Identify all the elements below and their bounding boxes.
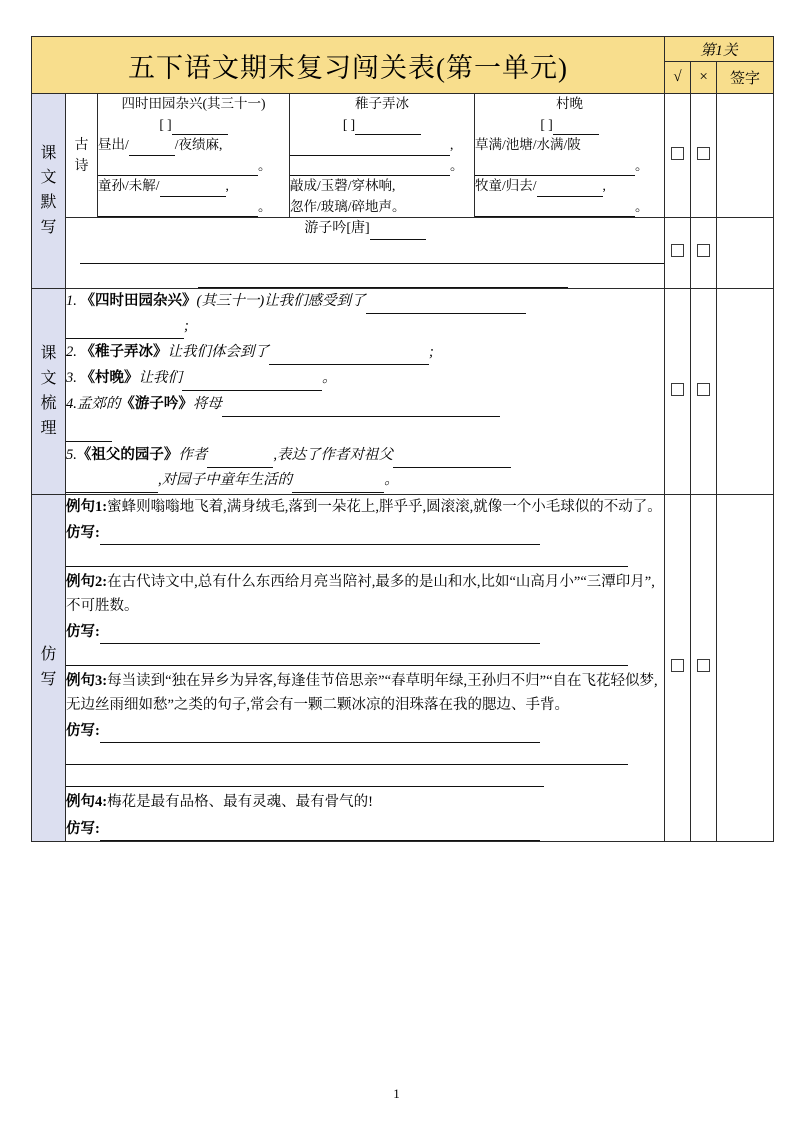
wanderer-blank-1[interactable] bbox=[80, 246, 664, 264]
poem-line-1-3: 童孙/未解/ , bbox=[98, 176, 289, 197]
answer-line-1-2[interactable] bbox=[66, 545, 628, 567]
wanderer-title: 游子吟[唐] bbox=[66, 218, 664, 240]
poem-cell-3 bbox=[475, 94, 665, 218]
checkbox-cell-dictation-no[interactable] bbox=[691, 94, 717, 218]
poem-dynasty-1: [ ] bbox=[98, 115, 289, 136]
checkbox-no-1[interactable] bbox=[697, 147, 710, 160]
checkbox-no-3[interactable] bbox=[697, 383, 710, 396]
column-header-check-no: × bbox=[691, 62, 717, 94]
poem-cell-1 bbox=[98, 94, 290, 218]
poem-dynasty-3: [ ] bbox=[475, 115, 664, 136]
checkbox-cell-wanderer-no[interactable] bbox=[691, 218, 717, 289]
dictation-poems-row bbox=[32, 94, 774, 218]
poem-line-1-4: 。 bbox=[98, 197, 289, 218]
poem-line-2-4: 忽作/玻璃/碎地声。 bbox=[290, 198, 406, 214]
dictation-wanderer-row bbox=[32, 218, 774, 289]
checkbox-ok-3[interactable] bbox=[671, 383, 684, 396]
section-label-review: 课文梳理 bbox=[32, 289, 66, 495]
example-4-text: 梅花是最有品格、最有灵魂、最有骨气的! bbox=[107, 794, 373, 811]
imitation-cell bbox=[66, 494, 665, 841]
page-title: 五下语文期末复习闯关表(第一单元) bbox=[32, 37, 665, 94]
review-item-1: 1. 《四时田园杂兴》(其三十一)让我们感受到了 ; bbox=[66, 289, 664, 339]
checkbox-cell-wanderer-ok[interactable] bbox=[665, 218, 691, 289]
column-header-signature: 签字 bbox=[717, 62, 774, 94]
checkbox-cell-dictation-ok[interactable] bbox=[665, 94, 691, 218]
checkbox-cell-review-ok[interactable] bbox=[665, 289, 691, 495]
example-4-label: 例句4: bbox=[66, 794, 108, 811]
poem-line-2-3: 敲成/玉磬/穿林响, bbox=[290, 178, 396, 194]
review-item-3: 3. 《村晚》让我们 。 bbox=[66, 366, 664, 391]
poem-dynasty-2: [ ] bbox=[290, 115, 474, 136]
poem-line-3-1: 草满/池塘/水满/陂 bbox=[475, 137, 581, 153]
review-item-2: 2. 《稚子弄冰》让我们体会到了 ; bbox=[66, 340, 664, 365]
header-row-title bbox=[32, 37, 774, 62]
signature-cell-3[interactable] bbox=[717, 289, 774, 495]
poem-line-3-2: 。 bbox=[475, 156, 664, 177]
answer-line-4-1[interactable] bbox=[100, 823, 540, 841]
example-1 bbox=[66, 495, 664, 519]
review-item-5: 5.《祖父的园子》作者 ,表达了作者对祖父 ,对园子中童年生活的 。 bbox=[66, 443, 664, 493]
sublabel-ancient-poem: 古诗 bbox=[66, 94, 98, 218]
answer-line-3-3[interactable] bbox=[66, 765, 544, 787]
checkbox-cell-imitation-ok[interactable] bbox=[665, 494, 691, 841]
poem-line-3-3: 牧童/归去/ , bbox=[475, 176, 664, 197]
example-4 bbox=[66, 790, 664, 814]
page-number: 1 bbox=[393, 1086, 400, 1101]
example-3 bbox=[66, 669, 664, 717]
example-3-answer: 仿写: bbox=[66, 719, 664, 743]
answer-line-1-1[interactable] bbox=[100, 527, 540, 545]
signature-cell-4[interactable] bbox=[717, 494, 774, 841]
answer-line-2-2[interactable] bbox=[66, 644, 628, 666]
section-label-imitation: 仿写 bbox=[32, 494, 66, 841]
wanderer-blank-2[interactable] bbox=[198, 270, 569, 288]
review-row bbox=[32, 289, 774, 495]
example-2-text: 在古代诗文中,总有什么东西给月亮当陪衬,最多的是山和水,比如“山高月小”“三潭印月”,不可胜数。 bbox=[66, 574, 655, 615]
imitation-row bbox=[32, 494, 774, 841]
poem-title-2: 稚子弄冰 bbox=[355, 96, 409, 111]
checkbox-ok-1[interactable] bbox=[671, 147, 684, 160]
wanderer-poem-cell bbox=[66, 218, 665, 289]
signature-cell-2[interactable] bbox=[717, 218, 774, 289]
checkbox-ok-2[interactable] bbox=[671, 244, 684, 257]
example-2 bbox=[66, 570, 664, 618]
checkbox-cell-review-no[interactable] bbox=[691, 289, 717, 495]
poem-line-1-1: 昼出/ /夜绩麻, bbox=[98, 135, 289, 156]
signature-cell-1[interactable] bbox=[717, 94, 774, 218]
checkbox-no-4[interactable] bbox=[697, 659, 710, 672]
worksheet-page bbox=[31, 36, 773, 842]
poem-line-3-4: 。 bbox=[475, 197, 664, 218]
checkbox-cell-imitation-no[interactable] bbox=[691, 494, 717, 841]
answer-line-3-1[interactable] bbox=[100, 726, 540, 744]
poem-title-3: 村晚 bbox=[556, 96, 584, 111]
worksheet-table bbox=[31, 36, 774, 842]
example-4-answer: 仿写: bbox=[66, 817, 664, 841]
example-2-label: 例句2: bbox=[66, 574, 108, 591]
poem-title-1: 四时田园杂兴(其三十一) bbox=[121, 96, 266, 111]
poem-line-1-2: 。 bbox=[98, 156, 289, 177]
section-label-dictation: 课文默写 bbox=[32, 94, 66, 289]
example-3-text: 每当读到“独在异乡为异客,每逢佳节倍思亲”“春草明年绿,王孙归不归”“自在飞花轻似梦,无边丝雨细如愁”之类的句子,常会有一颗二颗冰凉的泪珠落在我的腮边、手背。 bbox=[66, 673, 658, 714]
poem-line-2-1: , bbox=[290, 135, 474, 156]
answer-line-3-2[interactable] bbox=[66, 743, 628, 765]
poem-line-2-2: 。 bbox=[290, 156, 474, 177]
level-header: 第1关 bbox=[665, 37, 774, 62]
example-1-text: 蜜蜂则嗡嗡地飞着,满身绒毛,落到一朵花上,胖乎乎,圆滚滚,就像一个小毛球似的不动了。 bbox=[107, 498, 662, 515]
review-item-4: 4.孟郊的《游子吟》将母 bbox=[66, 392, 664, 442]
example-1-answer: 仿写: bbox=[66, 521, 664, 545]
review-items-cell bbox=[66, 289, 665, 495]
column-header-check-ok: √ bbox=[665, 62, 691, 94]
answer-line-2-1[interactable] bbox=[100, 627, 540, 645]
checkbox-no-2[interactable] bbox=[697, 244, 710, 257]
example-3-label: 例句3: bbox=[66, 673, 108, 690]
example-2-answer: 仿写: bbox=[66, 620, 664, 644]
checkbox-ok-4[interactable] bbox=[671, 659, 684, 672]
example-1-label: 例句1: bbox=[66, 498, 108, 515]
poem-cell-2 bbox=[290, 94, 475, 218]
